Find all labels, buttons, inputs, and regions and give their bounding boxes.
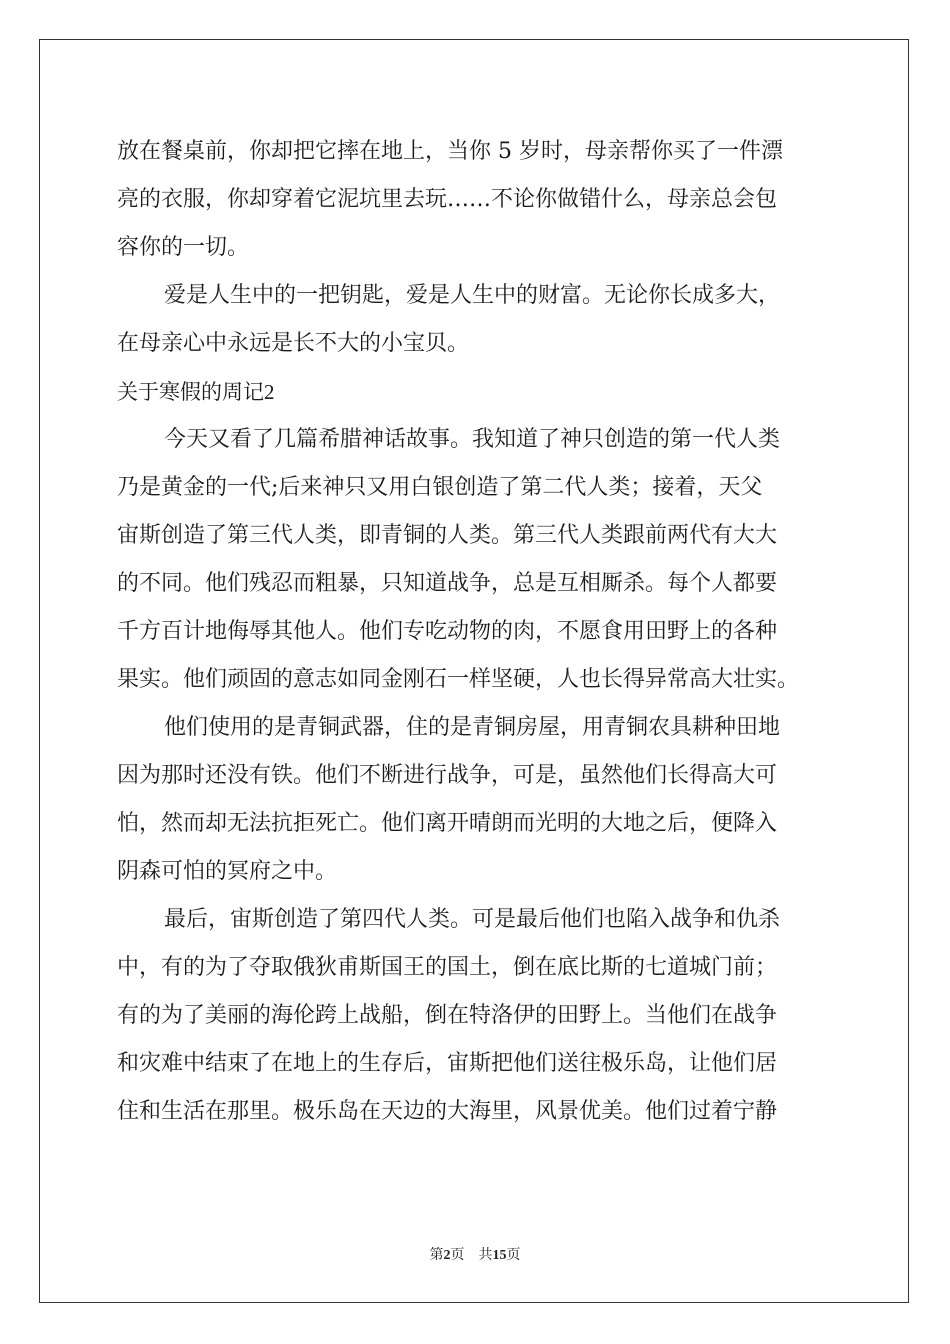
text-line: 怕，然而却无法抗拒死亡。他们离开晴朗而光明的大地之后，便降入: [117, 811, 778, 836]
text-line: 亮的衣服，你却穿着它泥坑里去玩……不论你做错什么，母亲总会包: [117, 187, 778, 212]
text-line: 阴森可怕的冥府之中。: [117, 859, 338, 884]
text-line: 容你的一切。: [117, 235, 250, 260]
text-line: 放在餐桌前，你却把它摔在地上，当你 5 岁时，母亲帮你买了一件漂: [117, 139, 783, 164]
page-footer: [0, 1244, 950, 1264]
paragraph: [117, 416, 847, 704]
text-line: 有的为了美丽的海伦跨上战船，倒在特洛伊的田野上。当他们在战争: [117, 1003, 778, 1028]
paragraph: [117, 272, 847, 368]
text-line: 在母亲心中永远是长不大的小宝贝。: [117, 331, 470, 356]
total-prefix: 共: [478, 1248, 493, 1263]
text-line: 的不同。他们残忍而粗暴，只知道战争，总是互相厮杀。每个人都要: [117, 571, 778, 596]
text-line: 爱是人生中的一把钥匙，爱是人生中的财富。无论你长成多大，: [164, 283, 781, 308]
current-page-number: 2: [443, 1248, 451, 1263]
document-body: [117, 128, 847, 1136]
paragraph: [117, 704, 847, 896]
text-line: 乃是黄金的一代;后来神只又用白银创造了第二代人类；接着，天父: [117, 475, 763, 500]
text-line: 宙斯创造了第三代人类，即青铜的人类。第三代人类跟前两代有大大: [117, 523, 778, 548]
text-line: 最后，宙斯创造了第四代人类。可是最后他们也陷入战争和仇杀: [164, 907, 781, 932]
text-line: 他们使用的是青铜武器，住的是青铜房屋，用青铜农具耕种田地: [164, 715, 781, 740]
text-line: 果实。他们顽固的意志如同金刚石一样坚硬，人也长得异常高大壮实。: [117, 667, 800, 692]
text-line: 今天又看了几篇希腊神话故事。我知道了神只创造的第一代人类: [164, 427, 781, 452]
heading-text: 关于寒假的周记2: [117, 380, 275, 404]
page-prefix: 第: [429, 1248, 444, 1263]
section-heading: [117, 368, 847, 416]
paragraph: [117, 896, 847, 1136]
paragraph: [117, 128, 847, 272]
text-line: 和灾难中结束了在地上的生存后，宙斯把他们送往极乐岛，让他们居: [117, 1051, 778, 1076]
text-line: 因为那时还没有铁。他们不断进行战争，可是，虽然他们长得高大可: [117, 763, 778, 788]
page-suffix: 页: [450, 1248, 465, 1263]
text-line: 中，有的为了夺取俄狄甫斯国王的国土，倒在底比斯的七道城门前；: [117, 955, 778, 980]
total-suffix: 页: [506, 1248, 521, 1263]
text-line: 千方百计地侮辱其他人。他们专吃动物的肉，不愿食用田野上的各种: [117, 619, 778, 644]
total-pages-number: 15: [492, 1248, 507, 1263]
text-line: 住和生活在那里。极乐岛在天边的大海里，风景优美。他们过着宁静: [117, 1099, 778, 1124]
